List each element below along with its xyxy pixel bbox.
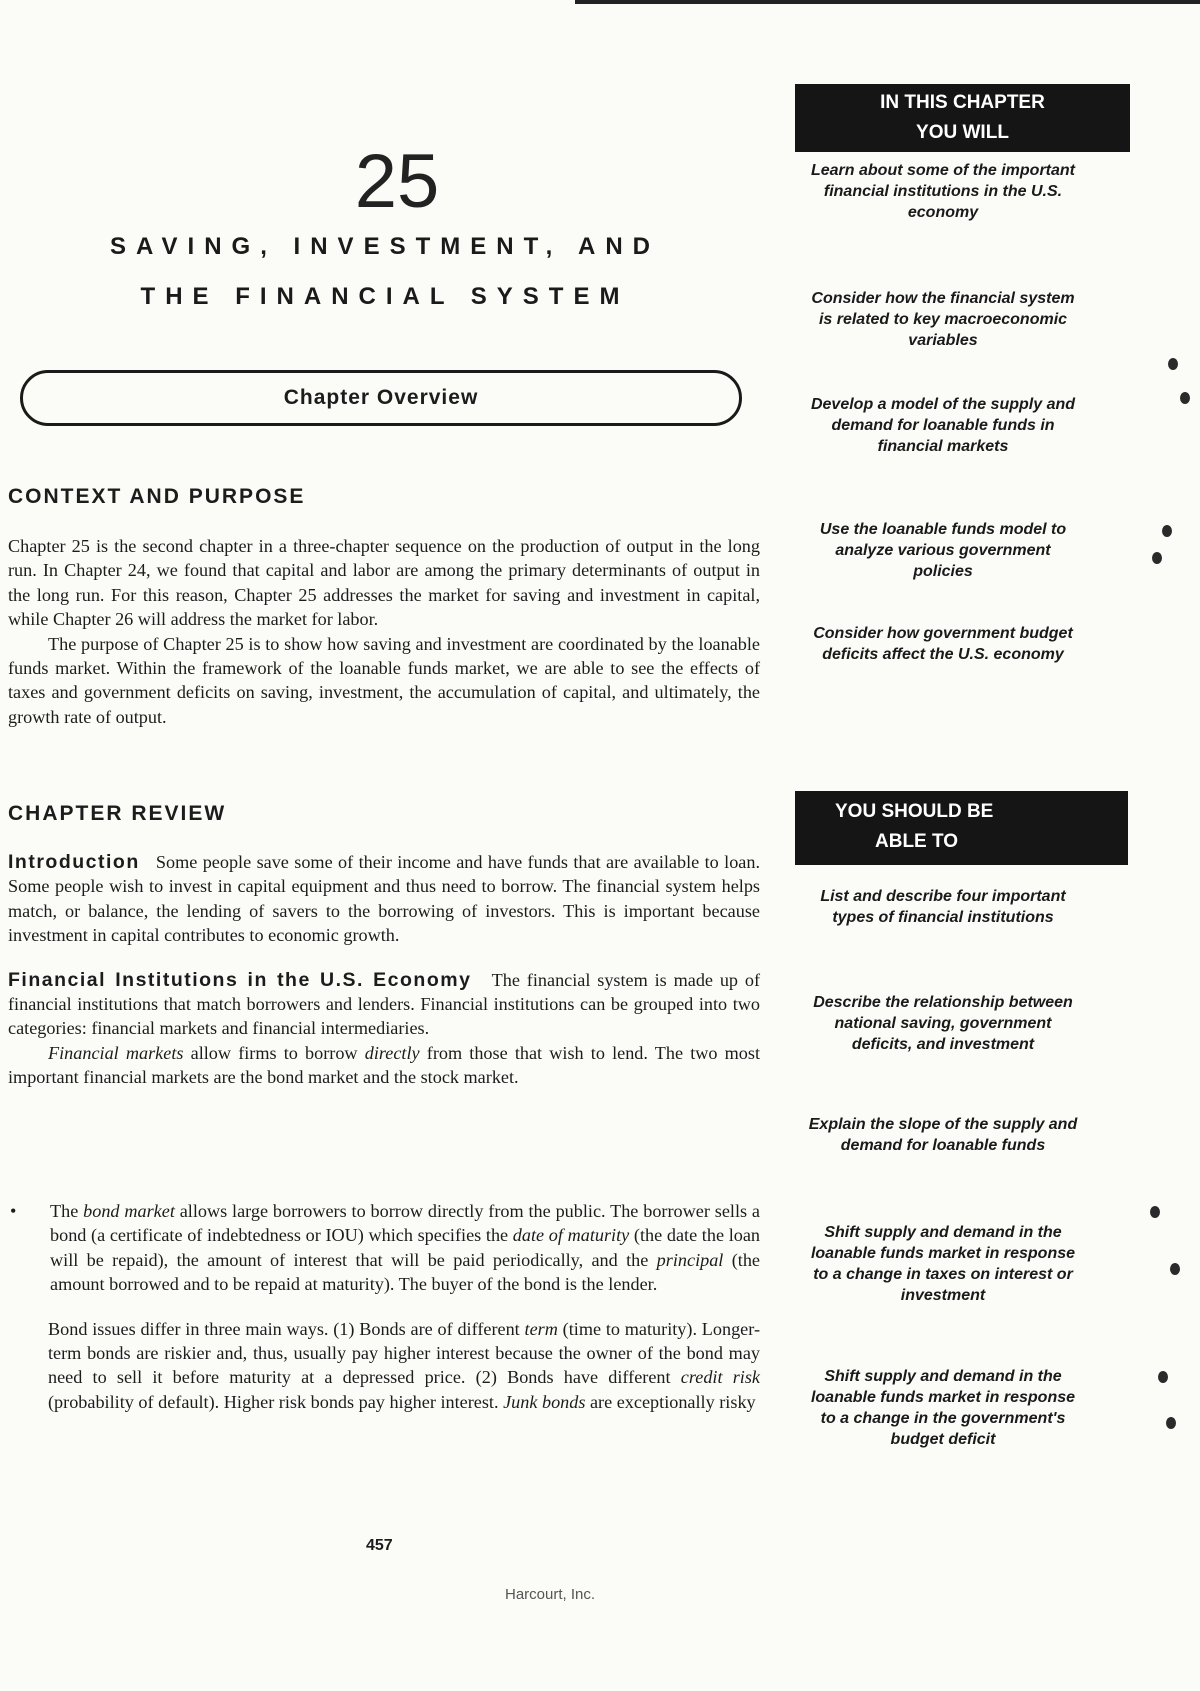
review-heading: CHAPTER REVIEW [8,802,227,825]
intro-run-head: Introduction [8,851,140,873]
punch-hole-mark [1168,358,1178,370]
principal-term: principal [656,1249,724,1270]
sidebar-goal-3: Develop a model of the supply and demand for loanable funds in financial markets [810,396,1076,455]
scan-edge-line [575,0,1200,4]
markets-text-b: from those that wish to lend. The two most important financial markets are the bond market and the stock market. [8,1042,760,1088]
financial-markets-paragraph [8,1041,760,1090]
sidebar-ability-3: Explain the slope of the supply and demand for loanable funds [808,1116,1078,1154]
able-to-line-1: YOU SHOULD BE [835,801,994,822]
issues-text-d: are exceptionally risky [585,1391,756,1412]
intro-paragraph [8,850,760,948]
page-number: 457 [366,1537,393,1554]
context-paragraph-1: Chapter 25 is the second chapter in a three-chapter sequence on the production of output in the long run. In Chapter 24, we found that capital and labor are among the primary determinants of output in the long run. For this reason, Chapter 25 addresses the market for saving and investment in capital, while Chapter 26 will address the market for labor. [8,536,760,630]
punch-hole-mark [1150,1206,1160,1218]
punch-hole-mark [1158,1371,1168,1383]
you-should-be-able-to-banner [795,791,1128,865]
issues-text-c: (probability of default). Higher risk bonds pay higher interest. [48,1391,504,1412]
bond-market-text [50,1199,760,1297]
fin-inst-paragraph [8,968,760,1041]
fin-inst-text: The financial system is made up of financial institutions that match borrowers and lenders. Financial institutions can be grouped into two categories: financial markets and financial intermediaries. [8,969,761,1039]
punch-hole-mark [1166,1417,1176,1429]
intro-text: Some people save some of their income and have funds that are available to loan. Some people wish to invest in capital equipment and thus need to borrow. The financial system helps match, or balance, the lending of savers to the borrowing of investors. This is important because investment in capital contributes to economic growth. [8,852,760,946]
punch-hole-mark [1152,552,1162,564]
bond-market-bullet [8,1199,760,1414]
bond-text-d: (the amount borrowed and to be repaid at maturity). The buyer of the bond is the lender. [50,1249,760,1295]
bond-market-term: bond market [83,1201,175,1221]
review-body [8,850,760,1090]
context-body [8,534,760,729]
chapter-number: 25 [354,139,440,224]
punch-hole-mark [1180,392,1190,404]
bullet-dot: • [10,1201,17,1221]
in-this-chapter-line-1: IN THIS CHAPTER [880,92,1045,113]
publisher-footer: Harcourt, Inc. [504,1586,596,1603]
bond-text-c: (the date the loan will be repaid), the amount of interest that will be paid periodically, and the [50,1225,761,1270]
punch-hole-mark [1170,1263,1180,1275]
sidebar-ability-1: List and describe four important types of financial institutions [820,888,1066,926]
in-this-chapter-line-2: YOU WILL [916,122,1009,143]
bond-issues-paragraph [8,1317,760,1415]
directly-term: directly [364,1042,420,1063]
able-to-line-2: ABLE TO [875,831,959,852]
fin-inst-run-head: Financial Institutions in the U.S. Economy [8,968,472,991]
markets-text-a: allow firms to borrow [183,1042,365,1063]
issues-text-b: (time to maturity). Longer-term bonds are riskier and, thus, usually pay higher interest because the owner of the bond may need to sell it before maturity at a depressed price. (2) Bonds have different [48,1318,761,1388]
sidebar-ability-5: Shift supply and demand in the loanable funds market in response to a change in the government's budget deficit [810,1368,1076,1448]
term-term: term [524,1318,558,1339]
chapter-title-line-1: SAVING, INVESTMENT, AND [109,233,661,260]
context-heading: CONTEXT AND PURPOSE [8,485,306,508]
sidebar-goal-5: Consider how government budget deficits affect the U.S. economy [813,625,1073,663]
junk-bonds-term: Junk bonds [503,1391,586,1412]
chapter-overview-label: Chapter Overview [283,386,479,409]
date-of-maturity-term: date of maturity [512,1225,630,1246]
sidebar-goal-1: Learn about some of the important financial institutions in the U.S. economy [810,162,1075,221]
bond-text-b: allows large borrowers to borrow directly from the public. The borrower sells a bond (a certificate of indebtedness or IOU) which specifies the [50,1201,760,1246]
sidebar-ability-2: Describe the relationship between national saving, government deficits, and investment [813,994,1073,1053]
in-this-chapter-banner [795,84,1130,152]
bullet-row [8,1199,760,1297]
issues-text-a: Bond issues differ in three main ways. (1) Bonds are of different [48,1318,525,1339]
context-paragraph-2: The purpose of Chapter 25 is to show how saving and investment are coordinated by the loanable funds market. Within the framework of the loanable funds market, we are able to see the effects of taxes and government deficits on saving, investment, the accumulation of capital, and ultimately, the growth rate of output. [8,633,760,727]
sidebar-ability-4: Shift supply and demand in the loanable funds market in response to a change in taxes on interest or investment [810,1224,1076,1304]
chapter-title-line-2: THE FINANCIAL SYSTEM [140,283,630,310]
bond-text-a: The [50,1201,84,1221]
punch-hole-mark [1162,525,1172,537]
financial-markets-term: Financial markets [48,1042,184,1063]
credit-risk-term: credit risk [680,1367,760,1388]
sidebar-goal-2: Consider how the financial system is related to key macroeconomic variables [811,290,1075,349]
chapter-overview-banner [20,370,742,426]
sidebar-goal-4: Use the loanable funds model to analyze various government policies [819,521,1067,580]
